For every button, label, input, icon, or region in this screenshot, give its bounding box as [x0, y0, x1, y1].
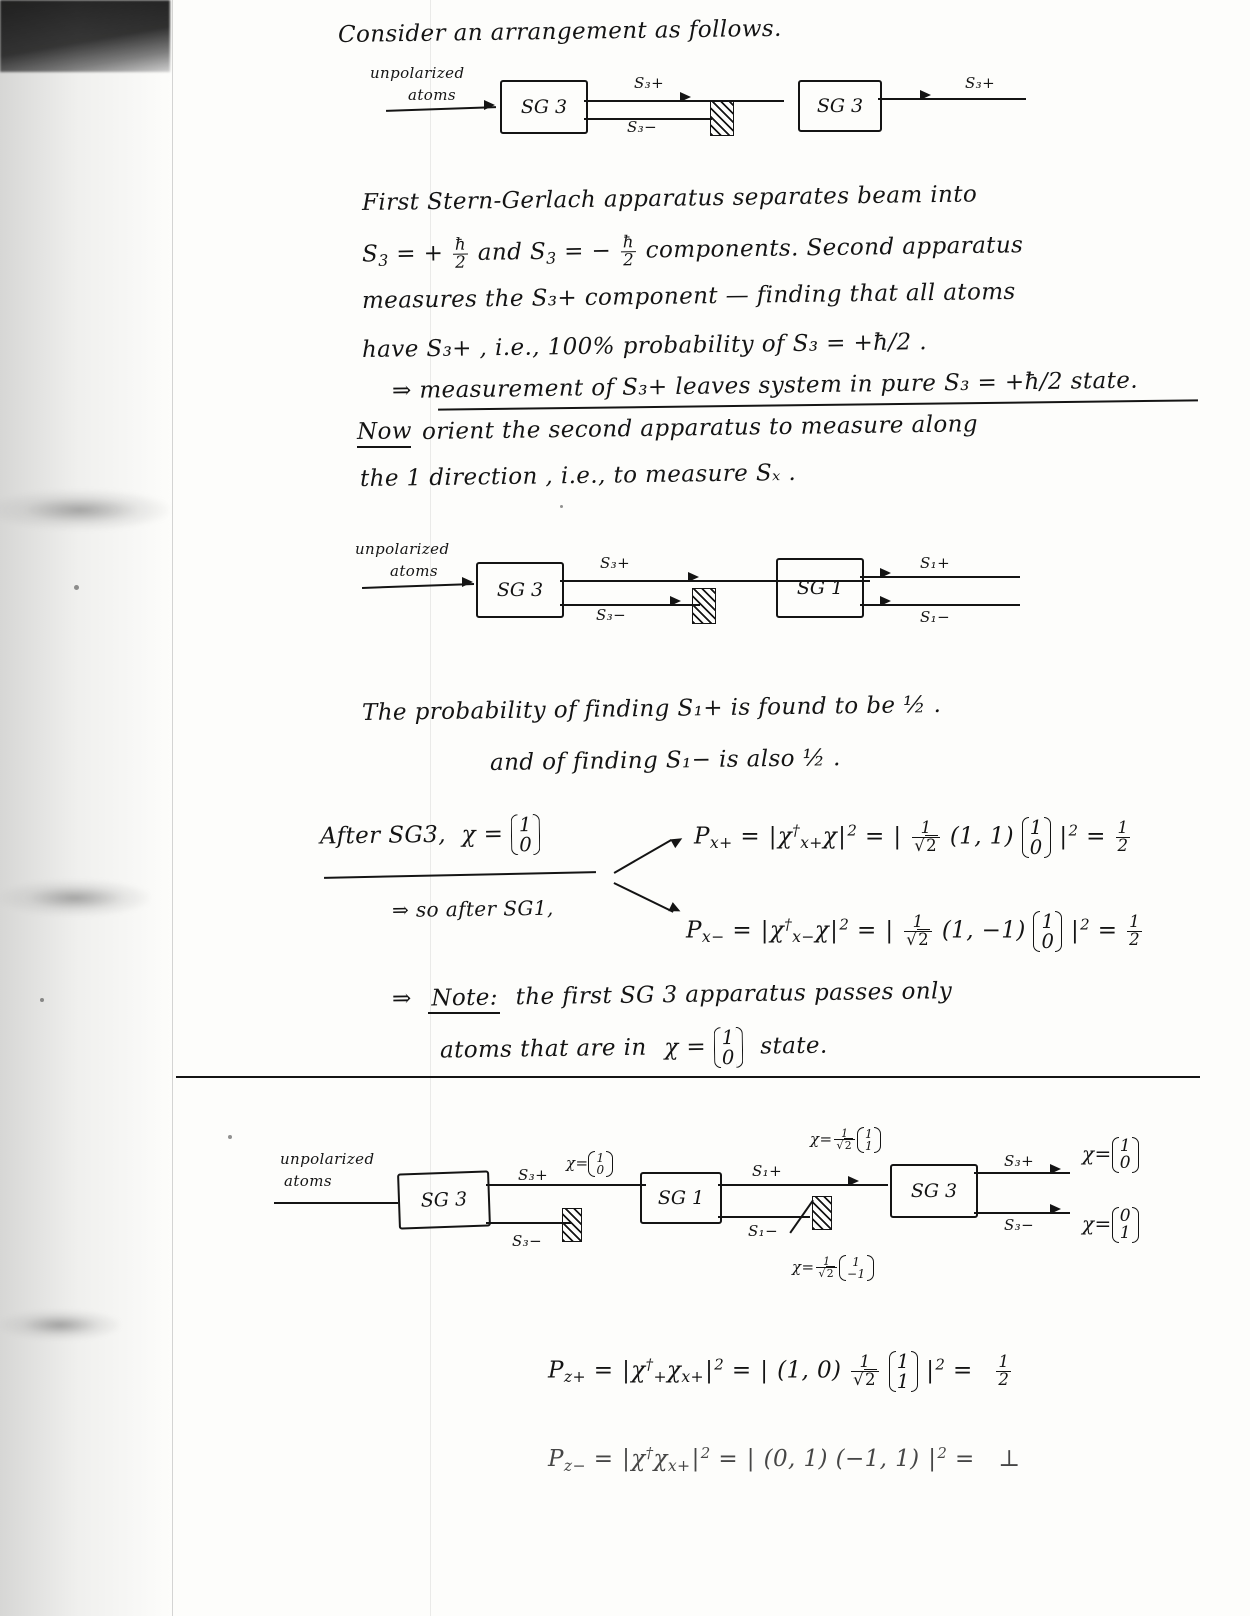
chi-column-vector-up [511, 815, 540, 854]
abs-open-5: | [622, 1357, 631, 1384]
chi-dagger: χ [777, 823, 793, 850]
rad-d3b: 2 [826, 1267, 835, 1280]
square-exp-4: 2 [1080, 915, 1091, 934]
diagram3-out-s3minus-label: S₃− [1004, 1216, 1035, 1234]
hbar-numerator-2: ħ [621, 234, 636, 252]
diagram2-out-lower-arrowhead [880, 596, 891, 606]
abs-bar-open-2: | [893, 823, 902, 850]
hbar-over-2-fraction [453, 234, 469, 272]
eq9: = [819, 1130, 833, 1149]
row-vector-neg1-1: (−1, 1) [835, 1446, 920, 1473]
para2-line2: and of finding S₁− is also ½ . [489, 745, 841, 776]
diagram3-s1plus-label: S₁+ [752, 1162, 783, 1180]
diagram2-input-arrowhead [462, 577, 473, 587]
chi-2: χ [822, 823, 838, 850]
half-num-b: 1 [1129, 912, 1141, 932]
components-second-apparatus: components. Second apparatus [645, 232, 1024, 264]
chi-note: χ [664, 1034, 679, 1061]
scan-smudge [0, 880, 150, 916]
eq14: = [731, 1357, 752, 1384]
one-over-sqrt2 [912, 820, 940, 855]
half-den-f: 2 [998, 1369, 1010, 1389]
abs-bar-open-3: | [760, 917, 769, 944]
abs-open-8: | [746, 1446, 755, 1473]
eq7: = [686, 1033, 707, 1061]
diagram3-chi-xplus-annotation [810, 1128, 881, 1152]
col-vector-out-1-0 [1112, 1138, 1139, 1172]
diagram3-out-chi-up [1082, 1138, 1139, 1172]
result-one-half [1116, 820, 1131, 855]
col-vector-d3-1-neg1 [839, 1256, 874, 1280]
diagram3-s3minus-label: S₃− [512, 1232, 543, 1250]
diagram3-blocker-1 [562, 1208, 582, 1242]
after-sg3-underline [324, 871, 596, 878]
diagram1-input-arrowhead [484, 100, 495, 110]
ve-out0: 0 [1119, 1153, 1131, 1173]
ve-1g: 1 [852, 1255, 861, 1270]
half-den: 2 [1117, 835, 1129, 855]
eq8: = [575, 1154, 589, 1172]
eq-plus: = + [396, 240, 444, 267]
branch-arrow-down-head [668, 902, 682, 916]
eq-minus: = − [563, 237, 612, 265]
diagram2-lower-arrowhead [670, 596, 681, 606]
sqrt2-den-f: √2 [853, 1369, 876, 1389]
diagram2-s1plus-label: S₁+ [920, 554, 951, 572]
diagram3-out-chi-down [1082, 1208, 1139, 1242]
dag-4: † [645, 1444, 654, 1462]
px-plus-subscript: x+ [709, 833, 733, 853]
dagger-sup: † [792, 821, 801, 840]
xplus-sub-g: x+ [667, 1455, 691, 1475]
diagram3-out-s3plus-label: S₃+ [1004, 1152, 1035, 1170]
ve-0d: 0 [596, 1163, 605, 1177]
chi-f1: χ [631, 1357, 646, 1384]
dag-3: † [645, 1355, 654, 1374]
chi-symbol: χ [461, 821, 477, 848]
diagram2-sg1-box [776, 558, 864, 618]
diagram3-sg3-first-label: SG 3 [420, 1188, 468, 1212]
one-num: 1 [912, 820, 940, 838]
diagram3-lower-beam-2 [718, 1216, 810, 1218]
diagram1-output-beam [878, 98, 1026, 100]
diagram3-input-beam [274, 1202, 398, 1204]
note-rest: the first SG 3 apparatus passes only [515, 978, 953, 1011]
row-vector-0-1: (0, 1) [763, 1446, 828, 1473]
scan-speck [228, 1135, 232, 1139]
diagram2-sg3-label: SG 3 [496, 579, 544, 601]
chi-dagger-2: χ [769, 917, 785, 944]
one-num-d3: 1 [834, 1128, 855, 1140]
z-minus-sub: z− [563, 1455, 587, 1475]
scan-speck [40, 998, 44, 1002]
chi-d3-2: χ [810, 1130, 820, 1149]
row-vector-1-neg1: (1, −1) [941, 917, 1026, 944]
eq6: = [1097, 917, 1118, 944]
scan-speck [560, 505, 563, 508]
ve-0b: 0 [1041, 929, 1055, 953]
square-exp-3: 2 [839, 915, 850, 934]
result-half-f [996, 1354, 1011, 1389]
diagram3-out-lower-arrowhead [1050, 1204, 1061, 1214]
diagram3-blocker-2 [812, 1196, 832, 1230]
ve-0c: 0 [721, 1045, 735, 1069]
xplus-sub: x+ [800, 833, 823, 853]
ve-1f: 1 [865, 1139, 874, 1154]
eq10: = [801, 1258, 815, 1277]
rad-d3: 2 [844, 1139, 853, 1152]
implies-arrow: ⇒ [391, 985, 412, 1012]
eq2: = [864, 823, 885, 850]
diagram2-unpolarized-label: unpolarized [355, 540, 450, 558]
p-symbol-2: P [686, 917, 702, 944]
eq13: = [593, 1357, 614, 1384]
two-denominator-2: 2 [622, 250, 635, 270]
sq-6: 2 [935, 1355, 946, 1374]
diagram1-output-arrowhead [920, 90, 931, 100]
eq1: = [740, 823, 760, 850]
diagram2-sg3-box [476, 562, 564, 618]
one-over-sqrt2-b [904, 914, 932, 949]
p-symbol-3: P [548, 1357, 564, 1384]
abs-open-6: | [760, 1357, 769, 1384]
eq16: = [593, 1446, 614, 1473]
page-fold-line [172, 0, 173, 1616]
branch-arrow-up-line [614, 839, 672, 873]
diagram3-atoms-label: atoms [284, 1172, 332, 1190]
eq11: = [1094, 1141, 1112, 1166]
p-symbol: P [694, 823, 710, 850]
ve-1d: 1 [596, 1151, 605, 1165]
diagram1-sg3-first-box [500, 80, 588, 134]
frac-1-sqrt2-d3b [816, 1256, 837, 1279]
diagram1-sg3-first-label: SG 3 [520, 96, 568, 118]
square-exp: 2 [847, 821, 858, 840]
diagram2-out-upper-arrowhead [880, 568, 891, 578]
ve-out0b: 0 [1119, 1206, 1131, 1226]
abs-bar-close-4: | [1071, 917, 1080, 944]
one-num-d3b: 1 [816, 1256, 837, 1268]
col-vector-d3-1-1 [857, 1128, 881, 1152]
z-plus-sub: z+ [563, 1367, 587, 1387]
chi-f2: χ [667, 1357, 682, 1384]
ve-1c: 1 [721, 1025, 735, 1050]
para1-line6-rest: orient the second apparatus to measure along [421, 411, 979, 445]
state-word: state. [760, 1032, 828, 1060]
abs-bar-close: | [838, 823, 847, 850]
eq4: = [732, 917, 752, 944]
atoms-in-state-text: atoms that are in [439, 1034, 647, 1064]
chi-out-1: χ [1082, 1141, 1095, 1166]
s-subscript-3b: 3 [546, 248, 557, 268]
para1-line2 [362, 229, 1024, 273]
abs-close-5: | [705, 1357, 714, 1384]
half-num-f: 1 [998, 1352, 1010, 1372]
diagram1-sg3-second-box [798, 80, 882, 132]
one-num-b: 1 [904, 914, 932, 932]
equation-pz-plus [548, 1352, 1013, 1391]
diagram2-s3plus-label: S₃+ [600, 554, 631, 572]
diagram1-s3plus-label: S₃+ [634, 74, 665, 92]
diagram3-unpolarized-label: unpolarized [280, 1150, 375, 1168]
xplus-sub-f: x+ [681, 1367, 705, 1387]
equals-sign: = [483, 820, 504, 848]
heading-consider-arrangement: Consider an arrangement as follows. [337, 15, 782, 48]
para1-line4: have S₃+ , i.e., 100% probability of S₃ = +ħ/2 . [361, 329, 928, 363]
rad-f: 2 [865, 1369, 876, 1389]
chi-d3-1: χ [566, 1154, 576, 1172]
after-sg3-statement [320, 815, 540, 857]
xminus-sub: x− [792, 927, 815, 947]
diagram3-out-upper-arrowhead [1050, 1164, 1061, 1174]
square-exp-2: 2 [1068, 821, 1079, 840]
ve-f1: 1 [896, 1350, 910, 1373]
half-den-b: 2 [1129, 929, 1141, 949]
vector-entry-0: 0 [519, 832, 533, 856]
eq12: = [1094, 1211, 1112, 1236]
two-denominator: 2 [455, 252, 467, 272]
and-s: and S [477, 238, 547, 266]
ve-f2: 1 [896, 1369, 910, 1393]
vector-entry-1: 1 [518, 813, 532, 837]
sqrt2-den-b: √2 [906, 929, 930, 949]
diagram1-input-beam [386, 106, 496, 111]
diagram1-output-s3plus-label: S₃+ [965, 74, 996, 92]
diagram2-s3minus-label: S₃− [596, 606, 627, 624]
half-num: 1 [1117, 818, 1129, 838]
equation-pz-minus [548, 1444, 1020, 1475]
diagram3-sg3-second-box [890, 1164, 978, 1218]
abs-bar-open: | [768, 823, 777, 850]
row-vector-1-1: (1, 1) [949, 823, 1015, 850]
result-one-half-b [1127, 914, 1142, 949]
dagger-sup-2: † [784, 915, 793, 934]
frac-1-sqrt2-d3 [834, 1128, 855, 1151]
sqrt-radicand-b: 2 [918, 929, 930, 949]
now-underline [357, 446, 411, 448]
abs-bar-close-2: | [1059, 823, 1068, 850]
diagram3-s1minus-label: S₁− [748, 1222, 779, 1240]
para1-line3: measures the S₃+ component — finding that all atoms [361, 278, 1016, 314]
scan-left-shadow-band [0, 0, 172, 1616]
diagram3-sg1-label: SG 1 [657, 1187, 705, 1209]
ve-out1: 1 [1119, 1136, 1131, 1156]
diagram3-sg3-second-label: SG 3 [910, 1180, 958, 1202]
diagram3-lower-beam-1 [486, 1222, 572, 1224]
hbar-over-2-fraction-neg [621, 234, 637, 269]
diagram2-s1minus-label: S₁− [920, 608, 951, 626]
sqrt2-den-d3b: √2 [818, 1267, 835, 1280]
note-block-line1 [392, 978, 953, 1012]
ve-0: 0 [1029, 835, 1043, 859]
note-block-line2 [440, 1027, 828, 1072]
abs-close-8: | [928, 1446, 937, 1473]
chi-out-2: χ [1082, 1211, 1095, 1236]
diagram3-upper-arrowhead-2 [848, 1176, 859, 1186]
eq5: = [856, 917, 877, 944]
abs-bar-open-4: | [885, 917, 894, 944]
diagram3-upper-beam-1 [486, 1184, 646, 1186]
diagram1-upper-arrowhead [680, 92, 691, 102]
ve-neg1: −1 [847, 1267, 866, 1282]
diagram2-upper-arrowhead [688, 572, 699, 582]
note-underline [428, 1012, 500, 1014]
diagram1-beam-blocker [710, 100, 734, 136]
diagram3-s3plus-label: S₃+ [518, 1166, 549, 1184]
diagram1-atoms-label: atoms [408, 86, 456, 104]
result-perp: ⊥ [998, 1446, 1021, 1473]
diagram1-unpolarized-label: unpolarized [370, 64, 465, 82]
hbar-numerator: ħ [453, 237, 468, 255]
one-num-f: 1 [851, 1354, 879, 1372]
equation-px-plus [694, 818, 1132, 857]
so-after-sg1-statement: ⇒ so after SG1, [391, 895, 554, 922]
equation-px-minus [686, 912, 1144, 951]
scan-smudge [0, 490, 170, 530]
diagram1-s3minus-label: S₃− [627, 118, 658, 136]
ve-out1b: 1 [1119, 1223, 1131, 1243]
sqrt-radicand: 2 [926, 835, 938, 855]
ve-1: 1 [1029, 816, 1043, 839]
chi-g1: χ [631, 1446, 646, 1473]
col-vector-1-0 [1022, 818, 1051, 857]
diagram2-sg1-label: SG 1 [796, 577, 844, 599]
sq-7: 2 [700, 1444, 711, 1462]
after-sg3-text: After SG3, [319, 821, 447, 850]
diagram2-atoms-label: atoms [390, 562, 438, 580]
col-vector-note-1-0 [714, 1025, 743, 1069]
branch-arrow-down-line [614, 882, 674, 912]
sq-8: 2 [937, 1444, 948, 1462]
p-symbol-4: P [548, 1446, 564, 1473]
s-subscript-3: 3 [378, 250, 389, 270]
sqrt2-den: √2 [914, 835, 938, 855]
diagram3-chi-xminus-annotation [792, 1256, 874, 1280]
sq-5: 2 [714, 1355, 725, 1374]
chi-g2: χ [653, 1446, 668, 1473]
para1-line5-conclusion: ⇒ measurement of S₃+ leaves system in pure S₃ = +ħ/2 state. [391, 367, 1139, 404]
diagram2-beam-blocker [692, 588, 716, 624]
eq18: = [955, 1446, 975, 1473]
s-symbol: S [361, 241, 379, 268]
eq17: = [718, 1446, 739, 1473]
abs-close-7: | [691, 1446, 700, 1473]
para1-line6-now: Now [356, 418, 413, 445]
col-vector-out-0-1 [1112, 1208, 1139, 1242]
chi-d3-3: χ [792, 1258, 802, 1277]
abs-close-6: | [926, 1357, 935, 1384]
row-vector-1-0: (1, 0) [777, 1357, 842, 1384]
col-vector-1-0-b [1033, 912, 1062, 951]
ve-1b: 1 [1041, 910, 1055, 933]
ve-1e: 1 [865, 1127, 874, 1142]
col-vector-f-1-1 [889, 1352, 918, 1391]
para1-line7: the 1 direction , i.e., to measure Sₓ . [359, 459, 797, 492]
chi-3: χ [814, 917, 830, 944]
diagram3-sg1-box [640, 1172, 722, 1224]
diagram3-upper-beam-2 [718, 1184, 888, 1186]
scan-smudge [0, 1310, 120, 1340]
branch-arrow-up-head [670, 834, 685, 848]
note-word: Note: [431, 984, 499, 1012]
diagram3-chi-up-annotation [566, 1152, 613, 1176]
px-minus-subscript: x− [701, 927, 725, 947]
scan-speck [74, 585, 79, 590]
abs-open-7: | [622, 1446, 631, 1473]
sqrt2-den-d3: √2 [836, 1139, 853, 1152]
diagram1-sg3-second-label: SG 3 [816, 95, 864, 117]
eq3: = [1086, 823, 1106, 850]
section-divider [176, 1076, 1200, 1078]
frac-1-sqrt2-f [851, 1354, 879, 1389]
abs-bar-close-3: | [830, 917, 839, 944]
eq15: = [953, 1357, 973, 1384]
diagram2-input-beam [362, 583, 474, 589]
diagram3-sg3-first-box [397, 1170, 491, 1229]
para2-line1: The probability of finding S₁+ is found to be ½ . [361, 691, 942, 726]
para1-line1: First Stern-Gerlach apparatus separates beam into [361, 181, 978, 216]
plus-sub-f: + [653, 1367, 667, 1387]
col-vector-d3-1-0 [588, 1152, 612, 1176]
